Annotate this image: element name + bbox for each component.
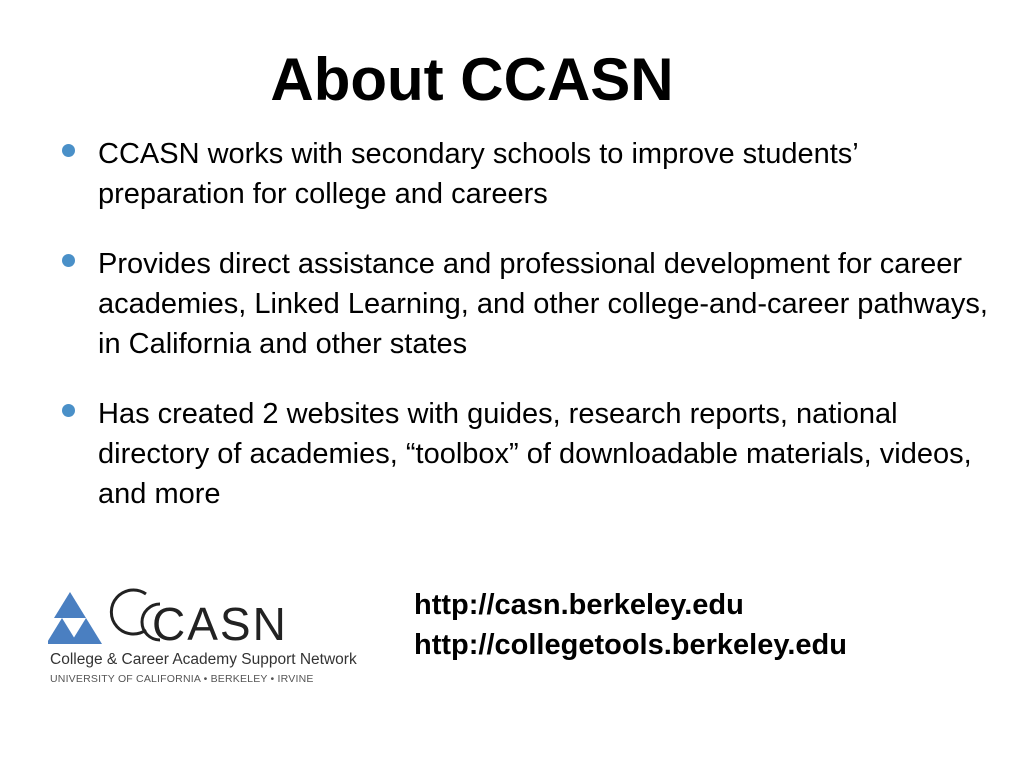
link-collegetools[interactable]: http://collegetools.berkeley.edu — [414, 629, 847, 661]
bullet-dot-icon — [62, 144, 75, 157]
url-block — [414, 585, 847, 665]
bullet-dot-icon — [62, 254, 75, 267]
logo-network-name: College & Career Academy Support Network — [50, 651, 357, 668]
bullet-text: Provides direct assistance and professional development for career academies, Linked Learning, and other college-and-career pathways, in California and other states — [98, 248, 988, 360]
logo-triangle-icon — [70, 618, 102, 644]
logo-university: UNIVERSITY OF CALIFORNIA • BERKELEY • IRVINE — [50, 673, 314, 685]
logo-wordmark: CASN — [152, 598, 288, 650]
ccasn-logo — [48, 584, 388, 694]
bullet-item — [58, 134, 998, 214]
logo-triangle-icon — [54, 592, 86, 618]
slide-title: About CCASN — [270, 46, 674, 113]
link-casn[interactable]: http://casn.berkeley.edu — [414, 589, 744, 621]
bullet-text: Has created 2 websites with guides, research reports, national directory of academies, “toolbox” of downloadable materials, videos, and more — [98, 398, 972, 510]
bullet-item — [58, 394, 998, 514]
bullet-text: CCASN works with secondary schools to improve students’ preparation for college and careers — [98, 138, 858, 210]
bullet-item — [58, 244, 998, 364]
bullet-dot-icon — [62, 404, 75, 417]
logo-arc-icon — [111, 590, 146, 634]
ccasn-logo-graphic — [48, 584, 388, 650]
bullet-list — [58, 134, 998, 544]
